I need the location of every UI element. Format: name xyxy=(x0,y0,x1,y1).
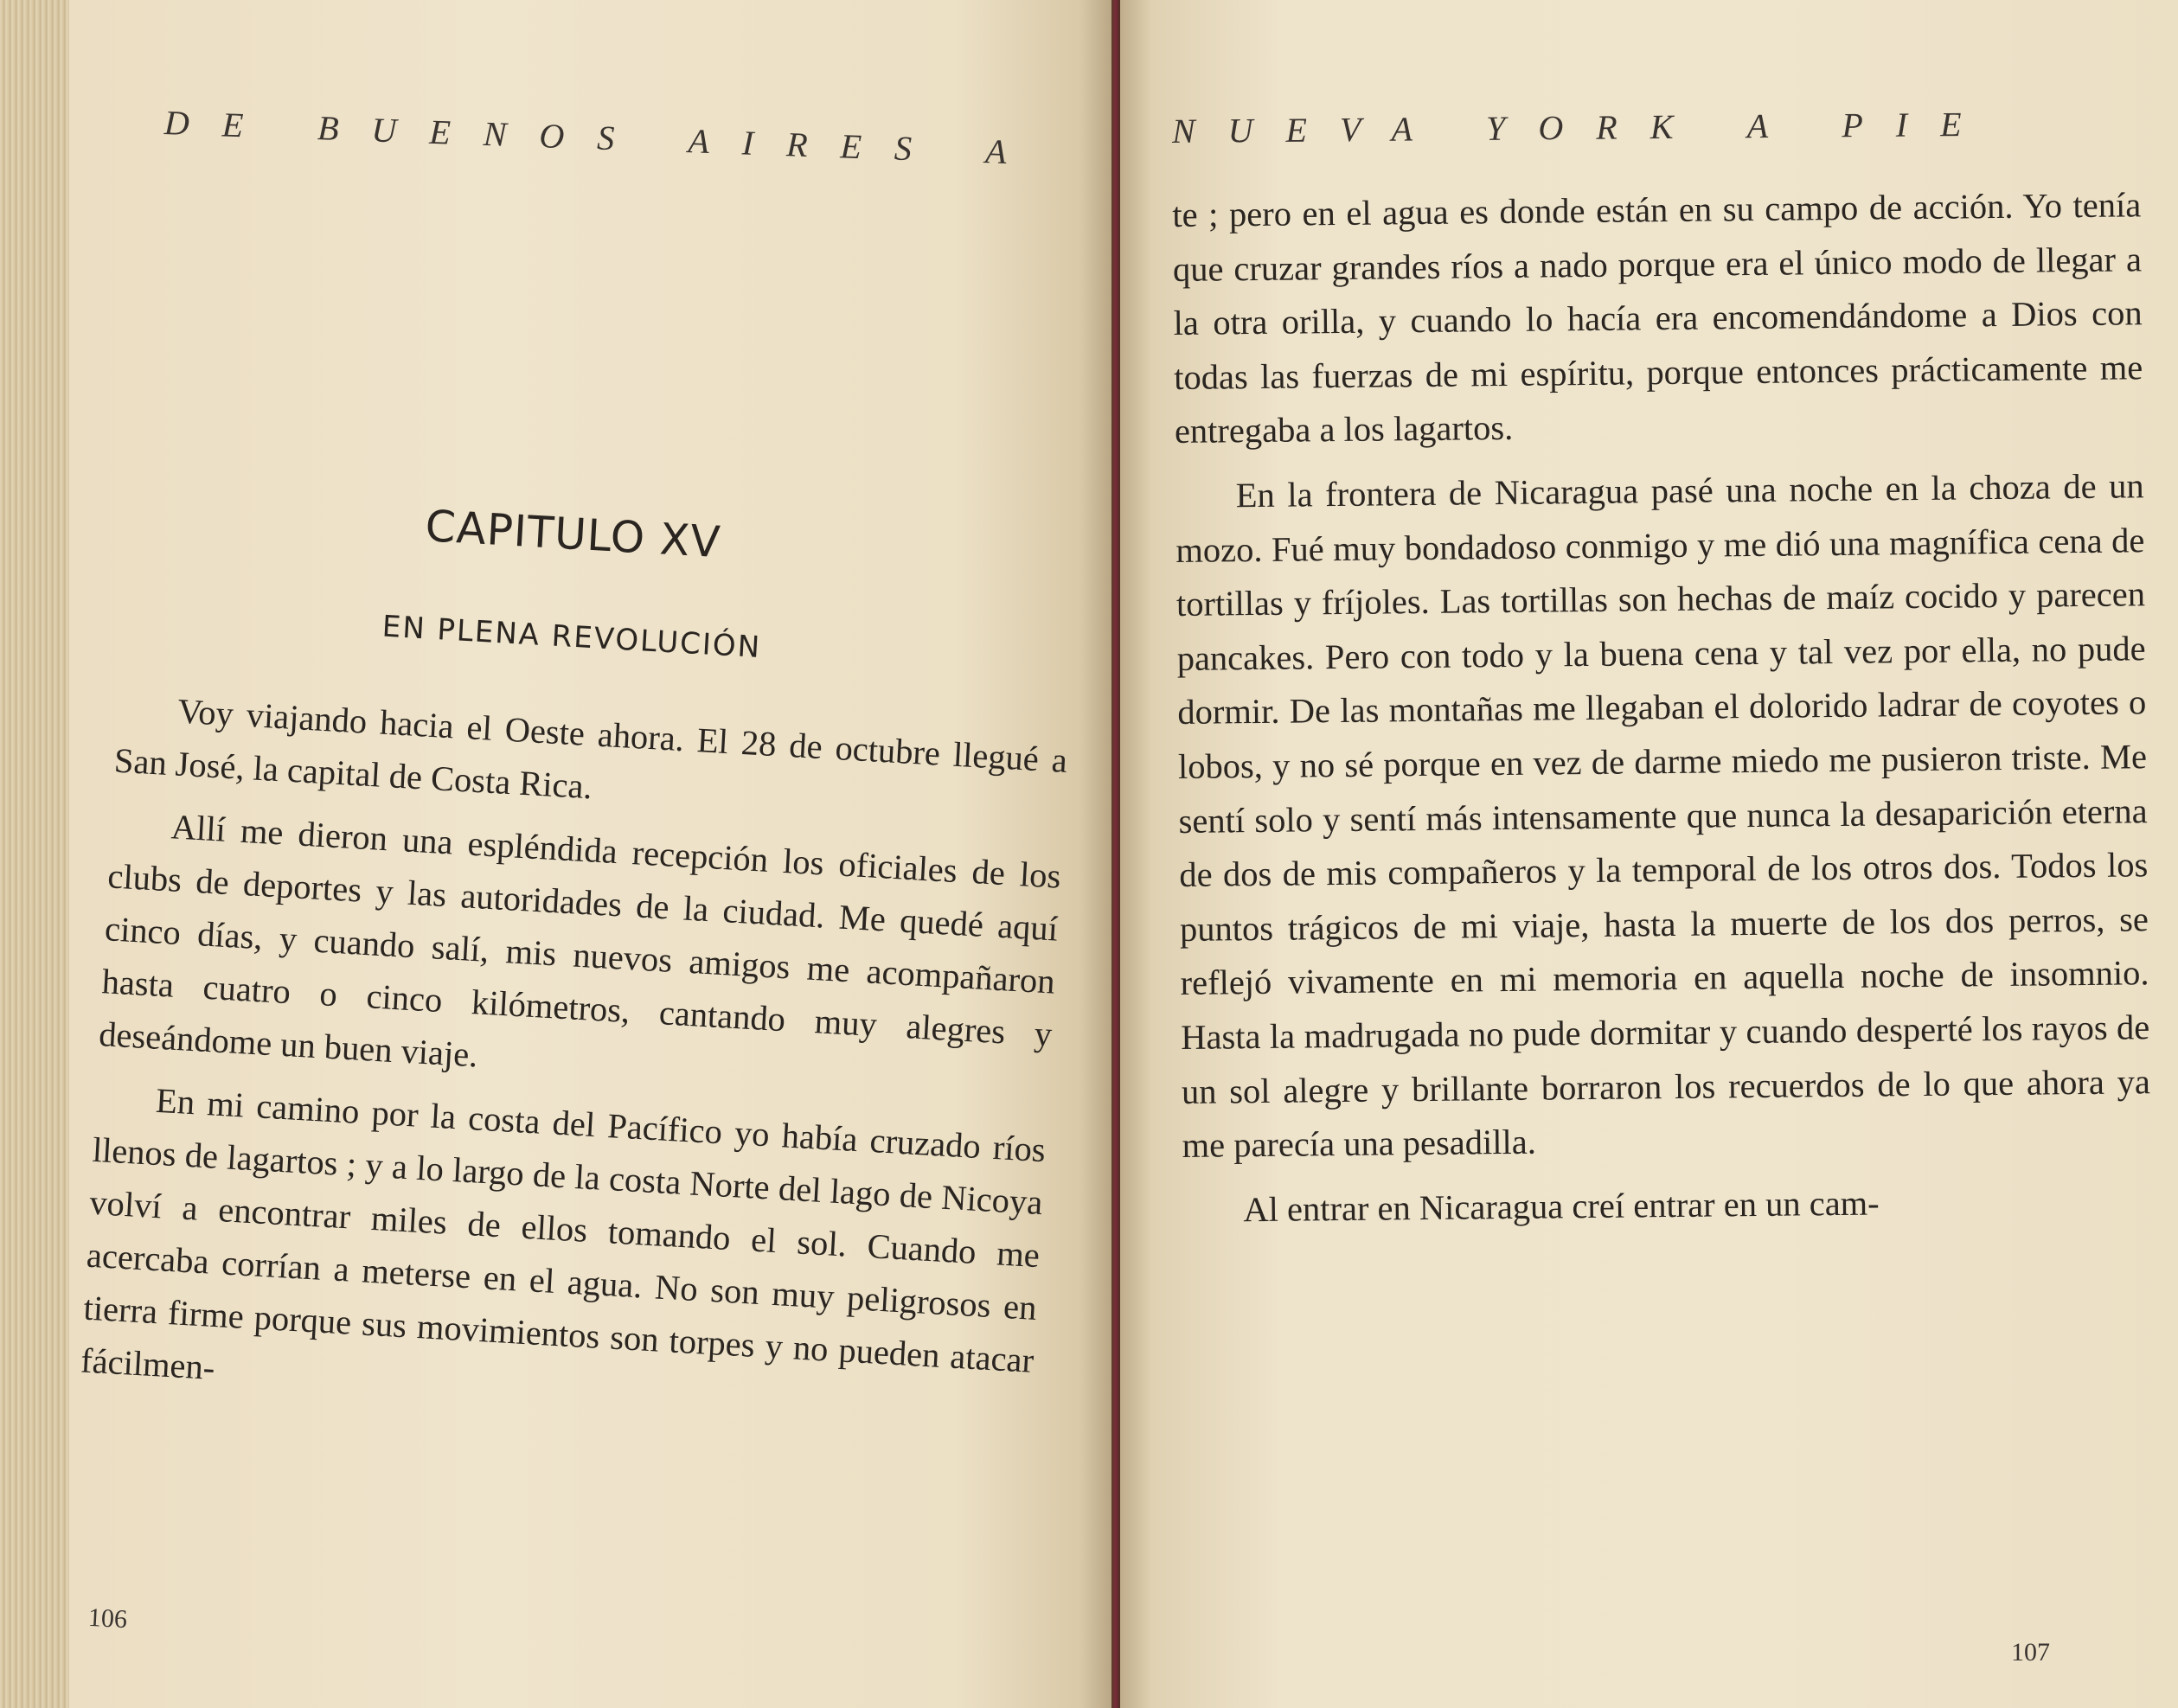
chapter-title: CAPITULO XV xyxy=(424,501,722,568)
page-number-right: 107 xyxy=(2011,1638,2050,1666)
left-page xyxy=(69,0,1111,1708)
running-head-right: NUEVA YORK A PIE xyxy=(1171,104,1995,150)
paragraph: En mi camino por la costa del Pacífico yo había cruzado ríos llenos de lagartos ; y a lo largo de la costa Norte del lago de Nicoya volví a encontrar miles de ellos tomando el sol. Cuando me acercaba corrían a meterse en el agua. No son muy peligrosos en tierra firme porque sus movimientos son torpes y no pueden atacar fácilmen- xyxy=(80,1080,1047,1388)
left-page-content xyxy=(80,484,1080,1440)
right-page-content xyxy=(1172,178,2152,1238)
running-head-left: DE BUENOS AIRES A xyxy=(163,103,1041,173)
paragraph: te ; pero en el agua es donde están en su campo de acción. Yo tenía que cruzar grandes ríos a nado porque era el único modo de llegar a la otra orilla, y cuando lo hacía era encomendándome a Dios con todas las fuerzas de mi espíritu, porque entonces prácticamente me entregaba a los lagartos. xyxy=(1172,185,2143,451)
page-edges xyxy=(0,0,69,1708)
right-body-text xyxy=(1172,178,2152,1238)
paragraph: Voy viajando hacia el Oeste ahora. El 28 de octubre llegué a San José, la capital de Costa Rica. xyxy=(112,691,1069,807)
paragraph: Allí me dieron una espléndida recepción los oficiales de los clubs de deportes y las autoridades de la ciudad. Me quedé aquí cinco días, y cuando salí, mis nuevos amigos me acompañaron hasta cuatro o cinco kilómetros, cantando muy alegres y deseándome un buen viaje. xyxy=(98,807,1062,1075)
paragraph: Al entrar en Nicaragua creí entrar en un cam- xyxy=(1243,1183,1880,1229)
paragraph: En la frontera de Nicaragua pasé una noche en la choza de un mozo. Fué muy bondadoso conmigo y me dió una magnífica cena de tortillas y fríjoles. Las tortillas son hechas de maíz cocido y parecen pancakes. Pero con todo y la buena cena y tal vez por ella, no pude dormir. De las montañas me llegaban el dolorido ladrar de coyotes o lobos, y no sé porque en vez de darme miedo me pusieron triste. Me sentí solo y sentí más intensamente que nunca la desaparición eterna de dos de mis compañeros y la temporal de los otros dos. Todos los puntos trágicos de mi viaje, hasta la muerte de los dos perros, se reflejó vivamente en mi memoria en aquella noche de insomnio. Hasta la madrugada no pude dormitar y cuando desperté los rayos de un sol alegre y brillante borraron los recuerdos de lo que ahora ya me parecía una pesadilla. xyxy=(1175,466,2151,1166)
page-number-left: 106 xyxy=(87,1602,128,1634)
right-page xyxy=(1120,0,2178,1708)
chapter-subtitle: EN PLENA REVOLUCIÓN xyxy=(381,609,763,666)
book-gutter xyxy=(1111,0,1120,1708)
left-body-text xyxy=(80,681,1069,1440)
